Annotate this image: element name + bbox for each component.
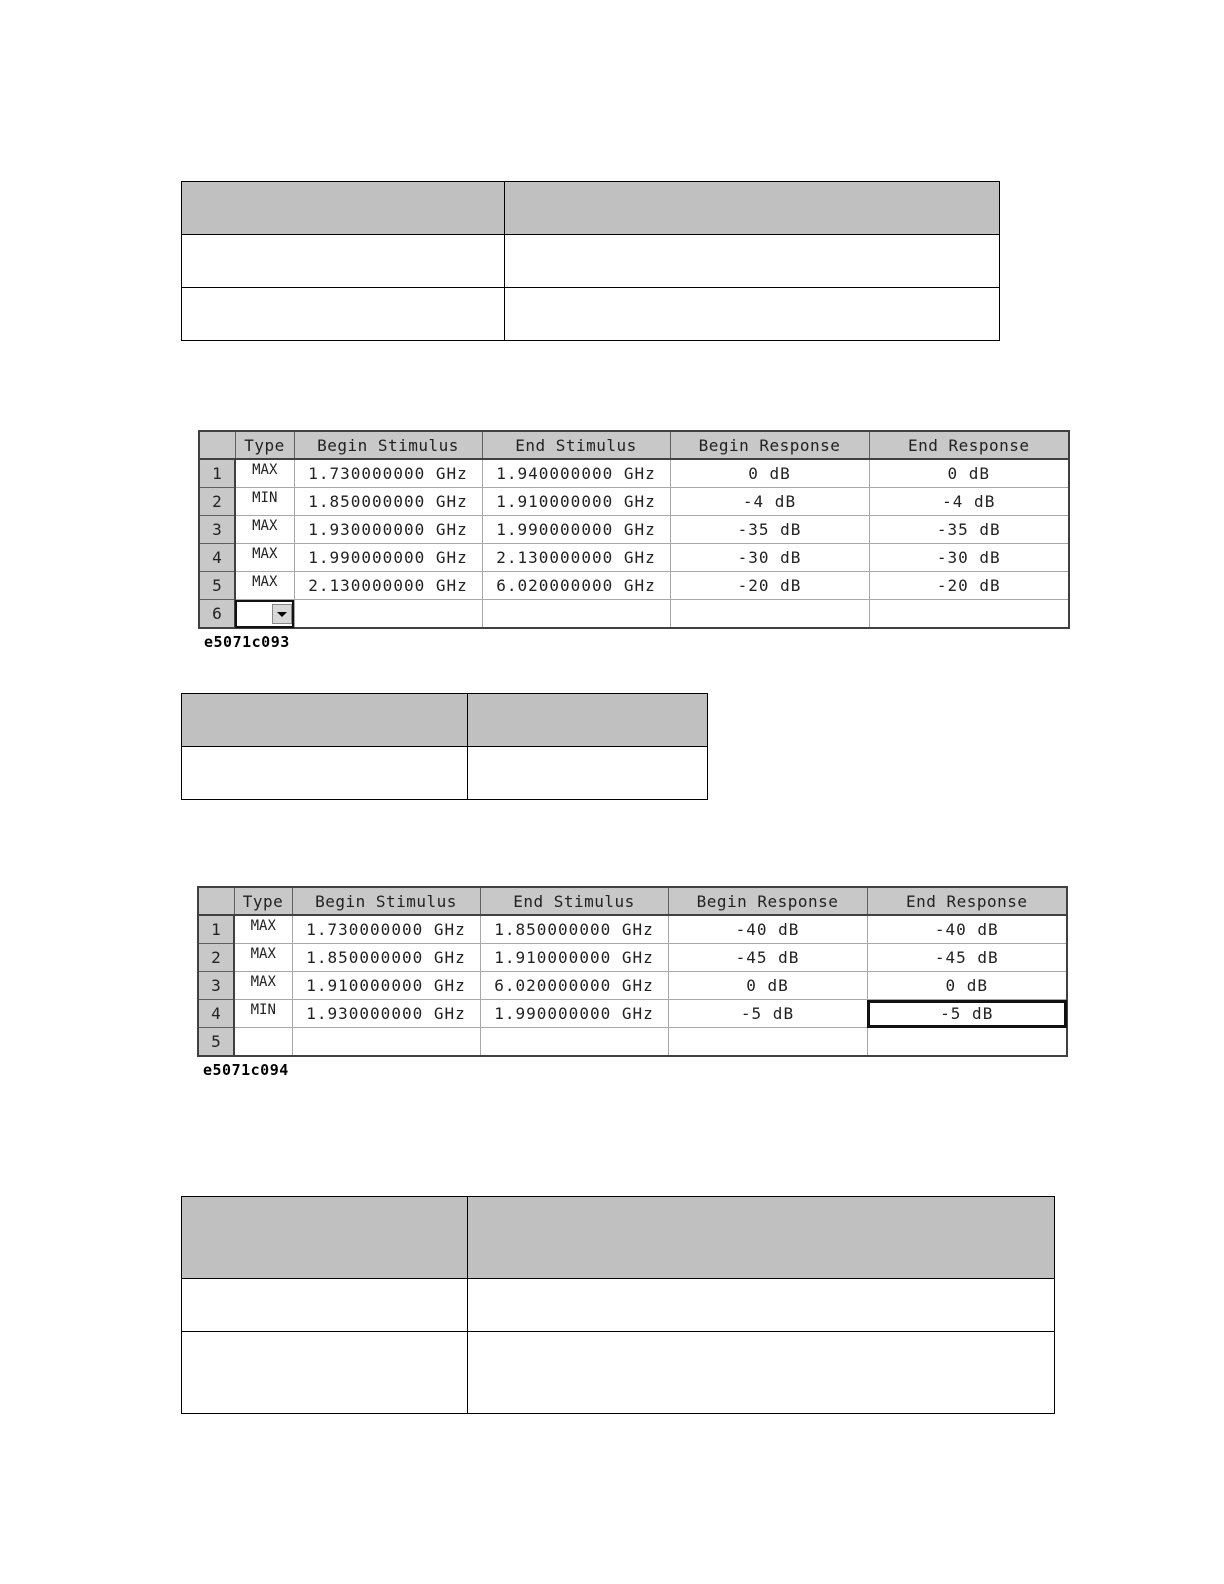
figure-caption: e5071c093	[204, 633, 290, 651]
row-number[interactable]: 5	[198, 1028, 234, 1057]
begin-stimulus-cell[interactable]: 1.850000000 GHz	[294, 488, 482, 516]
grid-header-row	[198, 887, 1067, 915]
corner-cell	[199, 431, 235, 459]
end-stimulus-cell[interactable]: 1.910000000 GHz	[480, 944, 668, 972]
column-header-begin-response[interactable]: Begin Response	[670, 431, 869, 459]
row-number[interactable]: 2	[199, 488, 235, 516]
table-row	[199, 600, 1069, 629]
row-number[interactable]: 6	[199, 600, 235, 629]
row-number[interactable]: 2	[198, 944, 234, 972]
table-header-cell	[468, 694, 708, 747]
begin-response-cell[interactable]: -20 dB	[670, 572, 869, 600]
table-header-cell	[182, 182, 505, 235]
table-row	[199, 459, 1069, 488]
type-cell[interactable]: MIN	[235, 488, 294, 516]
column-header-type[interactable]: Type	[234, 887, 292, 915]
table-header-cell	[505, 182, 1000, 235]
table-row	[198, 944, 1067, 972]
begin-response-cell[interactable]	[670, 600, 869, 629]
end-response-cell-selected[interactable]: -5 dB	[867, 1000, 1067, 1028]
end-response-cell[interactable]	[869, 600, 1069, 629]
begin-stimulus-cell[interactable]: 1.910000000 GHz	[292, 972, 480, 1000]
begin-stimulus-cell[interactable]: 1.850000000 GHz	[292, 944, 480, 972]
end-stimulus-cell[interactable]: 1.910000000 GHz	[482, 488, 670, 516]
begin-response-cell[interactable]: -40 dB	[668, 915, 867, 944]
empty-table-2	[181, 693, 708, 800]
begin-response-cell[interactable]: 0 dB	[670, 459, 869, 488]
row-number[interactable]: 3	[199, 516, 235, 544]
table-header-cell	[468, 1197, 1055, 1279]
end-stimulus-cell[interactable]	[480, 1028, 668, 1057]
end-response-cell[interactable]: -30 dB	[869, 544, 1069, 572]
table-row	[198, 915, 1067, 944]
end-response-cell[interactable]: -35 dB	[869, 516, 1069, 544]
table-cell	[182, 1279, 468, 1332]
column-header-end-stimulus[interactable]: End Stimulus	[480, 887, 668, 915]
row-number[interactable]: 3	[198, 972, 234, 1000]
type-cell[interactable]	[235, 600, 294, 629]
table-cell	[468, 1279, 1055, 1332]
table-cell	[182, 288, 505, 341]
end-stimulus-cell[interactable]: 1.850000000 GHz	[480, 915, 668, 944]
grid-header-row	[199, 431, 1069, 459]
table-row	[199, 544, 1069, 572]
row-number[interactable]: 4	[198, 1000, 234, 1028]
end-response-cell[interactable]: -40 dB	[867, 915, 1067, 944]
empty-table-3	[181, 1196, 1055, 1414]
table-row	[199, 572, 1069, 600]
end-response-cell[interactable]: -20 dB	[869, 572, 1069, 600]
table-header-cell	[182, 1197, 468, 1279]
begin-response-cell[interactable]: -35 dB	[670, 516, 869, 544]
type-cell[interactable]	[234, 1028, 292, 1057]
type-cell[interactable]: MAX	[235, 459, 294, 488]
table-row	[199, 488, 1069, 516]
table-row	[198, 1028, 1067, 1057]
end-response-cell[interactable]: 0 dB	[869, 459, 1069, 488]
begin-response-cell[interactable]: -30 dB	[670, 544, 869, 572]
type-cell[interactable]: MAX	[234, 915, 292, 944]
end-response-cell[interactable]: -45 dB	[867, 944, 1067, 972]
table-header-cell	[182, 694, 468, 747]
begin-stimulus-cell[interactable]: 1.990000000 GHz	[294, 544, 482, 572]
end-stimulus-cell[interactable]: 2.130000000 GHz	[482, 544, 670, 572]
end-stimulus-cell[interactable]	[482, 600, 670, 629]
empty-table-1	[181, 181, 1000, 341]
figure-caption: e5071c094	[203, 1061, 289, 1079]
table-cell	[182, 235, 505, 288]
begin-stimulus-cell[interactable]	[294, 600, 482, 629]
begin-stimulus-cell[interactable]: 1.730000000 GHz	[294, 459, 482, 488]
begin-response-cell[interactable]: 0 dB	[668, 972, 867, 1000]
column-header-end-stimulus[interactable]: End Stimulus	[482, 431, 670, 459]
begin-response-cell[interactable]	[668, 1028, 867, 1057]
begin-stimulus-cell[interactable]: 1.930000000 GHz	[294, 516, 482, 544]
table-cell	[468, 1332, 1055, 1414]
table-cell	[505, 288, 1000, 341]
type-cell[interactable]: MAX	[235, 516, 294, 544]
end-response-cell[interactable]	[867, 1028, 1067, 1057]
table-row	[198, 972, 1067, 1000]
table-row	[199, 516, 1069, 544]
table-cell	[468, 747, 708, 800]
type-cell[interactable]: MAX	[234, 972, 292, 1000]
end-stimulus-cell[interactable]: 1.990000000 GHz	[482, 516, 670, 544]
begin-stimulus-cell[interactable]: 2.130000000 GHz	[294, 572, 482, 600]
end-stimulus-cell[interactable]: 1.990000000 GHz	[480, 1000, 668, 1028]
end-stimulus-cell[interactable]: 6.020000000 GHz	[482, 572, 670, 600]
table-cell	[182, 747, 468, 800]
begin-response-cell[interactable]: -5 dB	[668, 1000, 867, 1028]
limit-line-grid	[198, 430, 1070, 629]
corner-cell	[198, 887, 234, 915]
end-stimulus-cell[interactable]: 6.020000000 GHz	[480, 972, 668, 1000]
column-header-begin-response[interactable]: Begin Response	[668, 887, 867, 915]
row-number[interactable]: 1	[199, 459, 235, 488]
type-cell[interactable]: MAX	[234, 944, 292, 972]
limit-line-grid	[197, 886, 1068, 1057]
end-stimulus-cell[interactable]: 1.940000000 GHz	[482, 459, 670, 488]
row-number[interactable]: 1	[198, 915, 234, 944]
table-row	[198, 1000, 1067, 1028]
table-cell	[182, 1332, 468, 1414]
column-header-type[interactable]: Type	[235, 431, 294, 459]
chevron-down-icon[interactable]	[272, 604, 292, 624]
type-cell[interactable]: MIN	[234, 1000, 292, 1028]
begin-response-cell[interactable]: -45 dB	[668, 944, 867, 972]
column-header-begin-stimulus[interactable]: Begin Stimulus	[292, 887, 480, 915]
end-response-cell[interactable]: 0 dB	[867, 972, 1067, 1000]
limit-table-figure-1	[198, 430, 1070, 651]
column-header-begin-stimulus[interactable]: Begin Stimulus	[294, 431, 482, 459]
row-number[interactable]: 5	[199, 572, 235, 600]
table-cell	[505, 235, 1000, 288]
begin-stimulus-cell[interactable]: 1.730000000 GHz	[292, 915, 480, 944]
type-cell[interactable]: MAX	[235, 544, 294, 572]
limit-table-figure-2	[197, 886, 1068, 1079]
begin-response-cell[interactable]: -4 dB	[670, 488, 869, 516]
type-cell[interactable]: MAX	[235, 572, 294, 600]
begin-stimulus-cell[interactable]	[292, 1028, 480, 1057]
begin-stimulus-cell[interactable]: 1.930000000 GHz	[292, 1000, 480, 1028]
column-header-end-response[interactable]: End Response	[869, 431, 1069, 459]
column-header-end-response[interactable]: End Response	[867, 887, 1067, 915]
row-number[interactable]: 4	[199, 544, 235, 572]
end-response-cell[interactable]: -4 dB	[869, 488, 1069, 516]
